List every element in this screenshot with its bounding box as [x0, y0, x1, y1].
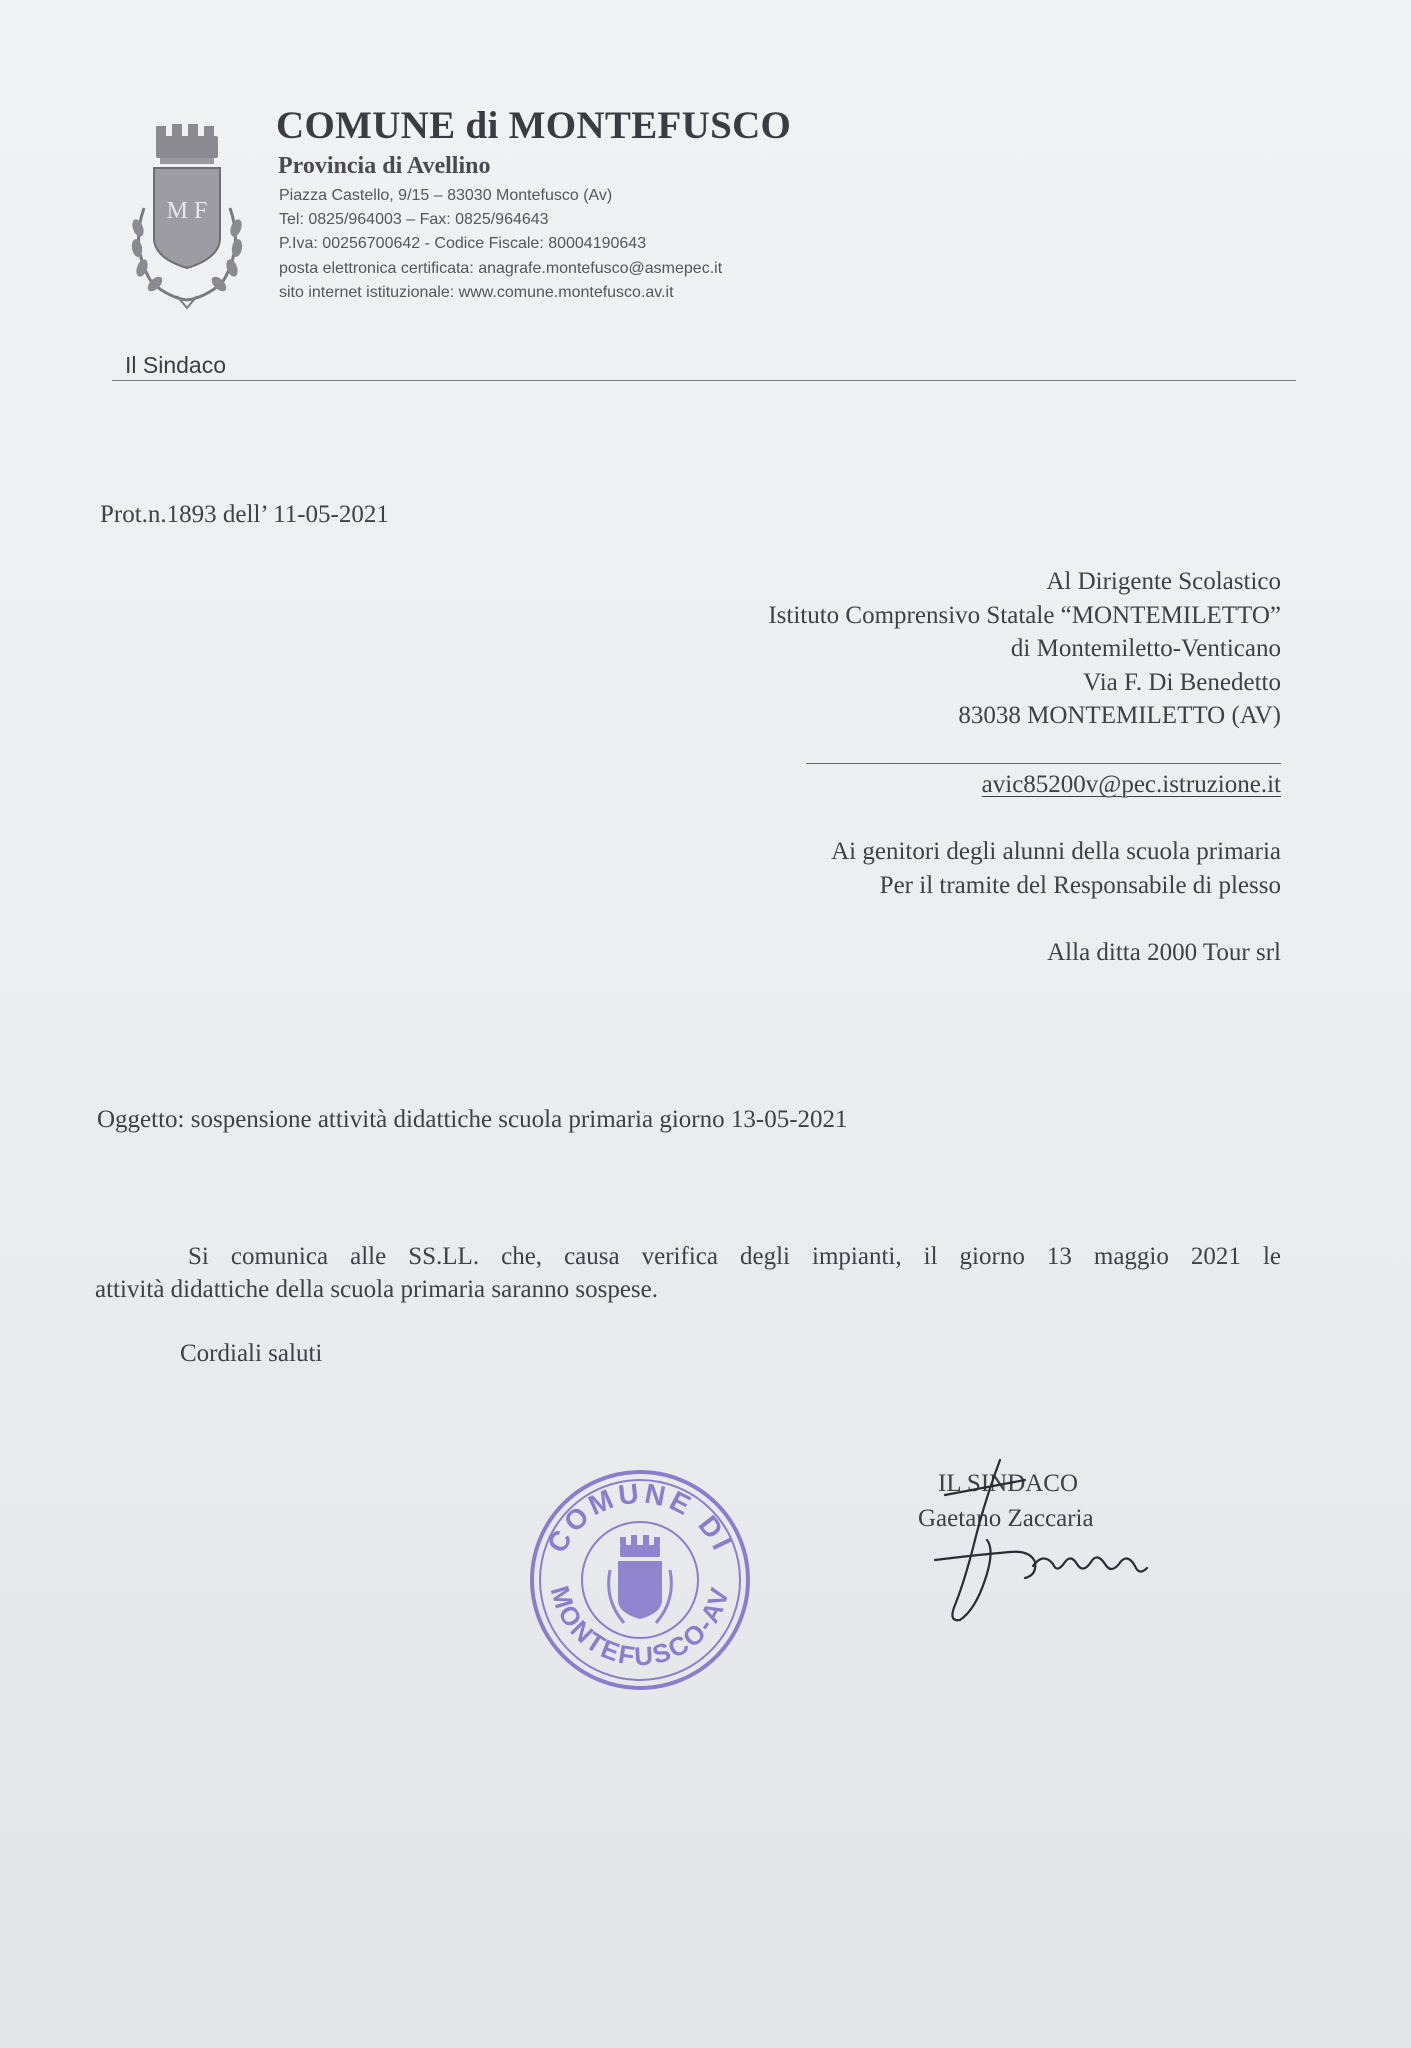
header-divider — [112, 380, 1296, 381]
body-paragraph — [95, 1240, 1281, 1306]
recipient-email: avic85200v@pec.istruzione.it — [981, 771, 1281, 798]
municipal-stamp — [520, 1455, 760, 1705]
tax-line: P.Iva: 00256700642 - Codice Fiscale: 80004190643 — [279, 235, 647, 252]
website-line: sito internet istituzionale: www.comune.montefusco.av.it — [279, 284, 674, 301]
phone-line: Tel: 0825/964003 – Fax: 0825/964643 — [279, 211, 549, 228]
recipient-line: Alla ditta 2000 Tour srl — [1047, 939, 1281, 966]
body-line: Si comunica alle SS.LL. che, causa verifica degli impianti, il giorno 13 maggio 2021 le — [188, 1243, 1281, 1270]
coat-of-arms-logo — [122, 118, 252, 314]
stamp-text-top: COMUNE DI — [541, 1477, 740, 1558]
recipient-line: 83038 MONTEMILETTO (AV) — [958, 702, 1281, 729]
closing-salutation: Cordiali saluti — [180, 1340, 323, 1367]
recipient-line: Al Dirigente Scolastico — [1046, 568, 1281, 595]
subject-line: Oggetto: sospensione attività didattiche scuola primaria giorno 13-05-2021 — [97, 1106, 848, 1133]
body-line: attività didattiche della scuola primaria saranno sospese. — [95, 1276, 659, 1303]
signatory-name: Gaetano Zaccaria — [918, 1505, 1094, 1532]
handwritten-signature — [915, 1440, 1175, 1640]
recipient-line: Ai genitori degli alunni della scuola primaria — [831, 838, 1281, 865]
recipient-line: di Montemiletto-Venticano — [1010, 635, 1281, 662]
signatory-title: IL SINDACO — [938, 1470, 1079, 1497]
stamp-text-bottom: MONTEFUSCO-AV — [544, 1582, 736, 1672]
pec-line: posta elettronica certificata: anagrafe.montefusco@asmepec.it — [279, 260, 723, 277]
svg-text:M F: M F — [166, 198, 208, 224]
recipient-separator — [806, 763, 1281, 764]
address-line: Piazza Castello, 9/15 – 83030 Montefusco (Av) — [279, 187, 613, 204]
recipient-line: Istituto Comprensivo Statale “MONTEMILETTO” — [768, 602, 1281, 629]
protocol-number: Prot.n.1893 dell’ 11-05-2021 — [100, 501, 389, 528]
recipient-line: Per il tramite del Responsabile di plesso — [879, 872, 1281, 899]
office-label: Il Sindaco — [125, 352, 227, 378]
province-name: Provincia di Avellino — [278, 153, 491, 179]
recipient-line: Via F. Di Benedetto — [1083, 669, 1281, 696]
municipality-title: COMUNE di MONTEFUSCO — [276, 104, 792, 147]
